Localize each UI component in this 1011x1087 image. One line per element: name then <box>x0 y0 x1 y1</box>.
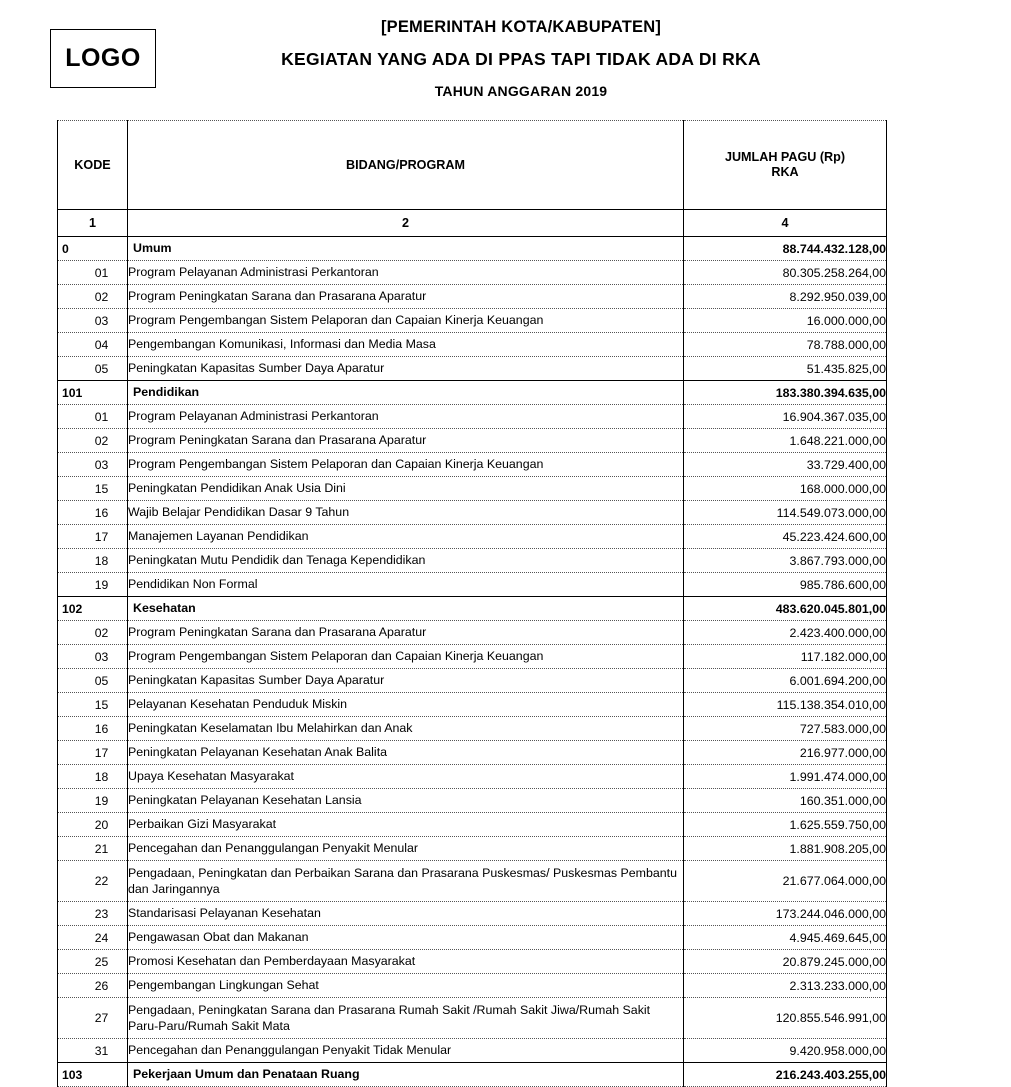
cell-jumlah-pagu: 45.223.424.600,00 <box>684 525 887 549</box>
table-row <box>58 549 887 573</box>
table-header-row <box>58 121 887 210</box>
cell-bidang-program: Program Peningkatan Sarana dan Prasarana Aparatur <box>128 285 684 309</box>
cell-bidang-program: Perbaikan Gizi Masyarakat <box>128 813 684 837</box>
cell-kode: 03 <box>58 645 128 669</box>
cell-kode: 101 <box>58 381 128 405</box>
cell-jumlah-pagu: 1.881.908.205,00 <box>684 837 887 861</box>
table-row-section <box>58 597 887 621</box>
cell-bidang-program: Peningkatan Kapasitas Sumber Daya Aparatur <box>128 669 684 693</box>
table-row <box>58 1039 887 1063</box>
cell-bidang-program: Peningkatan Pendidikan Anak Usia Dini <box>128 477 684 501</box>
column-header-jumlah-pagu <box>684 121 887 210</box>
table-row <box>58 621 887 645</box>
cell-kode: 25 <box>58 950 128 974</box>
cell-jumlah-pagu: 33.729.400,00 <box>684 453 887 477</box>
cell-bidang-program: Pengembangan Lingkungan Sehat <box>128 974 684 998</box>
cell-jumlah-pagu: 8.292.950.039,00 <box>684 285 887 309</box>
column-number-2: 2 <box>128 210 684 237</box>
cell-bidang-program: Program Peningkatan Sarana dan Prasarana Aparatur <box>128 429 684 453</box>
report-table-container <box>57 120 886 1087</box>
cell-bidang-program: Pelayanan Kesehatan Penduduk Miskin <box>128 693 684 717</box>
table-row <box>58 861 887 902</box>
cell-jumlah-pagu: 51.435.825,00 <box>684 357 887 381</box>
cell-jumlah-pagu: 160.351.000,00 <box>684 789 887 813</box>
logo-placeholder <box>50 29 156 88</box>
table-row <box>58 789 887 813</box>
cell-bidang-program: Pengadaan, Peningkatan Sarana dan Prasarana Rumah Sakit /Rumah Sakit Jiwa/Rumah Sakit Paru-Paru/Rumah Sakit Mata <box>128 998 684 1039</box>
table-row <box>58 717 887 741</box>
cell-jumlah-pagu: 1.625.559.750,00 <box>684 813 887 837</box>
cell-jumlah-pagu: 2.313.233.000,00 <box>684 974 887 998</box>
cell-bidang-program: Peningkatan Mutu Pendidik dan Tenaga Kependidikan <box>128 549 684 573</box>
table-row <box>58 974 887 998</box>
cell-bidang-program: Umum <box>128 237 684 261</box>
cell-jumlah-pagu: 727.583.000,00 <box>684 717 887 741</box>
cell-bidang-program: Pencegahan dan Penanggulangan Penyakit Menular <box>128 837 684 861</box>
column-number-row <box>58 210 887 237</box>
cell-jumlah-pagu: 117.182.000,00 <box>684 645 887 669</box>
cell-jumlah-pagu: 88.744.432.128,00 <box>684 237 887 261</box>
table-row <box>58 453 887 477</box>
cell-jumlah-pagu: 4.945.469.645,00 <box>684 926 887 950</box>
table-row <box>58 573 887 597</box>
table-row <box>58 741 887 765</box>
cell-bidang-program: Peningkatan Keselamatan Ibu Melahirkan dan Anak <box>128 717 684 741</box>
cell-kode: 16 <box>58 717 128 741</box>
cell-kode: 03 <box>58 309 128 333</box>
cell-kode: 21 <box>58 837 128 861</box>
cell-bidang-program: Manajemen Layanan Pendidikan <box>128 525 684 549</box>
table-row <box>58 645 887 669</box>
table-row <box>58 285 887 309</box>
cell-kode: 22 <box>58 861 128 902</box>
table-row <box>58 357 887 381</box>
table-row <box>58 333 887 357</box>
table-row <box>58 998 887 1039</box>
cell-jumlah-pagu: 183.380.394.635,00 <box>684 381 887 405</box>
cell-kode: 15 <box>58 693 128 717</box>
table-row <box>58 813 887 837</box>
cell-bidang-program: Peningkatan Kapasitas Sumber Daya Aparatur <box>128 357 684 381</box>
cell-kode: 26 <box>58 974 128 998</box>
cell-bidang-program: Pendidikan <box>128 381 684 405</box>
cell-bidang-program: Pengembangan Komunikasi, Informasi dan Media Masa <box>128 333 684 357</box>
cell-bidang-program: Program Pengembangan Sistem Pelaporan dan Capaian Kinerja Keuangan <box>128 645 684 669</box>
logo-label: LOGO <box>65 44 141 72</box>
cell-jumlah-pagu: 985.786.600,00 <box>684 573 887 597</box>
cell-kode: 23 <box>58 902 128 926</box>
cell-kode: 02 <box>58 285 128 309</box>
cell-jumlah-pagu: 120.855.546.991,00 <box>684 998 887 1039</box>
table-row <box>58 765 887 789</box>
cell-jumlah-pagu: 78.788.000,00 <box>684 333 887 357</box>
cell-bidang-program: Program Pelayanan Administrasi Perkantoran <box>128 405 684 429</box>
cell-kode: 18 <box>58 765 128 789</box>
cell-kode: 18 <box>58 549 128 573</box>
cell-kode: 20 <box>58 813 128 837</box>
cell-jumlah-pagu: 3.867.793.000,00 <box>684 549 887 573</box>
cell-jumlah-pagu: 173.244.046.000,00 <box>684 902 887 926</box>
column-number-1: 1 <box>58 210 128 237</box>
cell-kode: 05 <box>58 357 128 381</box>
cell-bidang-program: Standarisasi Pelayanan Kesehatan <box>128 902 684 926</box>
column-header-kode: KODE <box>58 121 128 210</box>
cell-kode: 04 <box>58 333 128 357</box>
title-block <box>156 12 886 106</box>
cell-jumlah-pagu: 1.991.474.000,00 <box>684 765 887 789</box>
table-head <box>58 121 887 237</box>
table-row <box>58 405 887 429</box>
column-header-jumlah-pagu-line1: JUMLAH PAGU (Rp) <box>724 150 846 164</box>
cell-jumlah-pagu: 115.138.354.010,00 <box>684 693 887 717</box>
cell-jumlah-pagu: 114.549.073.000,00 <box>684 501 887 525</box>
cell-jumlah-pagu: 16.000.000,00 <box>684 309 887 333</box>
cell-bidang-program: Promosi Kesehatan dan Pemberdayaan Masyarakat <box>128 950 684 974</box>
cell-bidang-program: Pekerjaan Umum dan Penataan Ruang <box>128 1063 684 1087</box>
cell-jumlah-pagu: 16.904.367.035,00 <box>684 405 887 429</box>
cell-kode: 15 <box>58 477 128 501</box>
table-row <box>58 950 887 974</box>
table-row <box>58 309 887 333</box>
table-body <box>58 237 887 1087</box>
cell-bidang-program: Program Pengembangan Sistem Pelaporan dan Capaian Kinerja Keuangan <box>128 453 684 477</box>
cell-kode: 17 <box>58 525 128 549</box>
cell-bidang-program: Program Pelayanan Administrasi Perkantoran <box>128 261 684 285</box>
report-table <box>57 120 887 1087</box>
cell-bidang-program: Peningkatan Pelayanan Kesehatan Lansia <box>128 789 684 813</box>
table-row-section <box>58 381 887 405</box>
table-row-section <box>58 1063 887 1087</box>
cell-bidang-program: Pengawasan Obat dan Makanan <box>128 926 684 950</box>
table-row <box>58 477 887 501</box>
cell-kode: 24 <box>58 926 128 950</box>
table-row <box>58 669 887 693</box>
cell-bidang-program: Peningkatan Pelayanan Kesehatan Anak Balita <box>128 741 684 765</box>
cell-kode: 02 <box>58 429 128 453</box>
cell-bidang-program: Pendidikan Non Formal <box>128 573 684 597</box>
table-row <box>58 902 887 926</box>
table-row <box>58 837 887 861</box>
cell-kode: 17 <box>58 741 128 765</box>
column-number-4: 4 <box>684 210 887 237</box>
cell-bidang-program: Wajib Belajar Pendidikan Dasar 9 Tahun <box>128 501 684 525</box>
table-row <box>58 693 887 717</box>
cell-jumlah-pagu: 216.243.403.255,00 <box>684 1063 887 1087</box>
cell-kode: 03 <box>58 453 128 477</box>
cell-bidang-program: Program Pengembangan Sistem Pelaporan dan Capaian Kinerja Keuangan <box>128 309 684 333</box>
column-header-bidang-program: BIDANG/PROGRAM <box>128 121 684 210</box>
table-row <box>58 501 887 525</box>
cell-jumlah-pagu: 9.420.958.000,00 <box>684 1039 887 1063</box>
cell-jumlah-pagu: 1.648.221.000,00 <box>684 429 887 453</box>
cell-jumlah-pagu: 2.423.400.000,00 <box>684 621 887 645</box>
cell-jumlah-pagu: 6.001.694.200,00 <box>684 669 887 693</box>
cell-kode: 103 <box>58 1063 128 1087</box>
table-row <box>58 261 887 285</box>
government-name: [PEMERINTAH KOTA/KABUPATEN] <box>380 18 662 36</box>
document-header <box>0 0 1011 112</box>
fiscal-year: TAHUN ANGGARAN 2019 <box>434 83 608 99</box>
cell-kode: 02 <box>58 621 128 645</box>
cell-jumlah-pagu: 80.305.258.264,00 <box>684 261 887 285</box>
table-row <box>58 429 887 453</box>
cell-kode: 01 <box>58 405 128 429</box>
cell-bidang-program: Program Peningkatan Sarana dan Prasarana Aparatur <box>128 621 684 645</box>
cell-jumlah-pagu: 168.000.000,00 <box>684 477 887 501</box>
cell-kode: 27 <box>58 998 128 1039</box>
cell-kode: 19 <box>58 789 128 813</box>
table-row <box>58 926 887 950</box>
report-title: KEGIATAN YANG ADA DI PPAS TAPI TIDAK ADA DI RKA <box>281 49 761 69</box>
cell-kode: 31 <box>58 1039 128 1063</box>
cell-bidang-program: Kesehatan <box>128 597 684 621</box>
cell-kode: 01 <box>58 261 128 285</box>
cell-kode: 19 <box>58 573 128 597</box>
cell-bidang-program: Pengadaan, Peningkatan dan Perbaikan Sarana dan Prasarana Puskesmas/ Puskesmas Pembantu dan Jaringannya <box>128 861 684 902</box>
cell-kode: 0 <box>58 237 128 261</box>
column-header-jumlah-pagu-line2: RKA <box>771 165 799 179</box>
cell-jumlah-pagu: 483.620.045.801,00 <box>684 597 887 621</box>
cell-bidang-program: Upaya Kesehatan Masyarakat <box>128 765 684 789</box>
cell-kode: 102 <box>58 597 128 621</box>
cell-jumlah-pagu: 216.977.000,00 <box>684 741 887 765</box>
table-row-section <box>58 237 887 261</box>
cell-kode: 05 <box>58 669 128 693</box>
cell-kode: 16 <box>58 501 128 525</box>
cell-bidang-program: Pencegahan dan Penanggulangan Penyakit Tidak Menular <box>128 1039 684 1063</box>
table-row <box>58 525 887 549</box>
cell-jumlah-pagu: 21.677.064.000,00 <box>684 861 887 902</box>
cell-jumlah-pagu: 20.879.245.000,00 <box>684 950 887 974</box>
